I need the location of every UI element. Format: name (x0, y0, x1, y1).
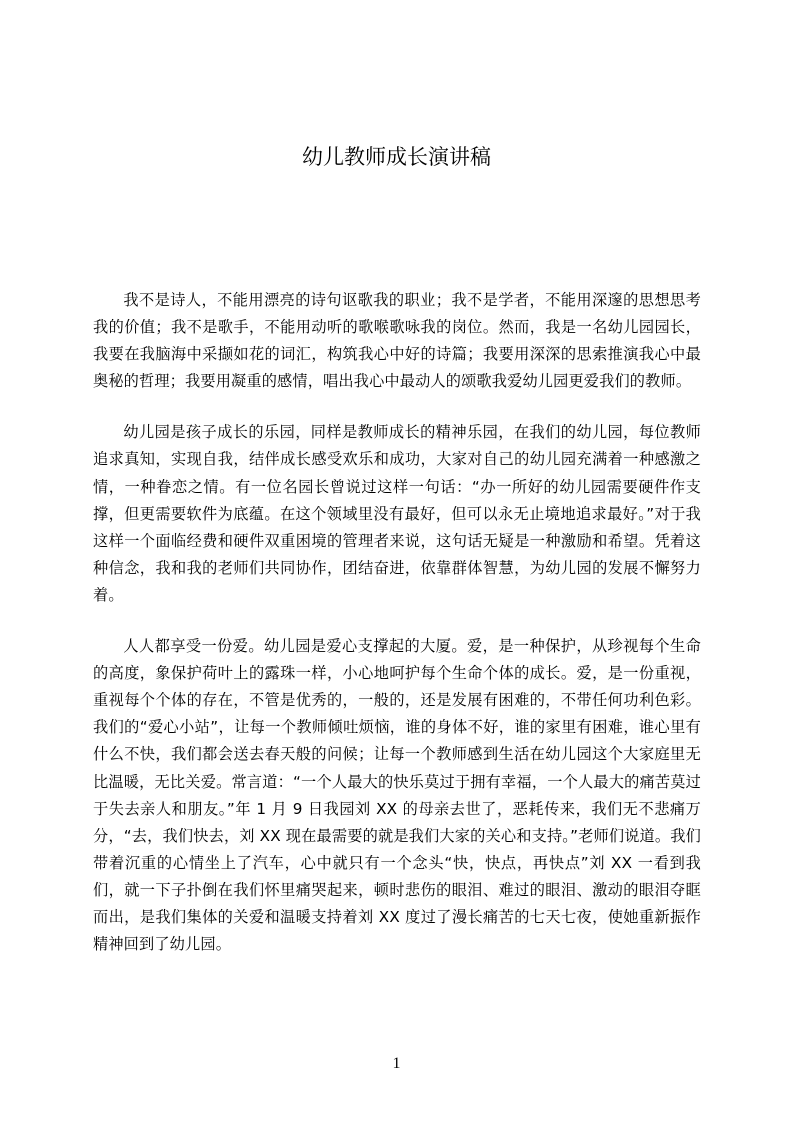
paragraph-2: 幼儿园是孩子成长的乐园，同样是教师成长的精神乐园，在我们的幼儿园，每位教师追求真知，实现自我，结伴成长感受欢乐和成功，大家对自己的幼儿园充满着一种感激之情，一种眷恋之情。有一位名园长曾说过这样一句话：“办一所好的幼儿园需要硬件作支撑，但更需要软件为底蕴。在这个领域里没有最好，但可以永无止境地追求最好。”对于我这样一个面临经费和硬件双重困境的管理者来说，这句话无疑是一种激励和希望。凭着这种信念，我和我的老师们共同协作，团结奋进，依靠群体智慧，为幼儿园的发展不懈努力着。 (93, 423, 701, 604)
paragraph-1: 我不是诗人，不能用漂亮的诗句讴歌我的职业；我不是学者，不能用深邃的思想思考我的价值；我不是歌手，不能用动听的歌喉歌咏我的岗位。然而，我是一名幼儿园园长，我要在我脑海中采撷如花的词汇，构筑我心中好的诗篇；我要用深深的思索推演我心中最奥秘的哲理；我要用凝重的感情，唱出我心中最动人的颂歌我爱幼儿园更爱我们的教师。 (93, 291, 701, 391)
document-title: 幼儿教师成长演讲稿 (302, 145, 491, 169)
page-number: 1 (392, 1055, 401, 1072)
document-body (93, 287, 701, 982)
paragraph-3: 人人都享受一份爱。幼儿园是爱心支撑起的大厦。爱，是一种保护，从珍视每个生命的高度，象保护荷叶上的露珠一样，小心地呵护每个生命个体的成长。爱，是一份重视，重视每个个体的存在，不管是优秀的，一般的，还是发展有困难的，不带任何功利色彩。我们的“爱心小站”，让每一个教师倾吐烦恼，谁的身体不好，谁的家里有困难，谁心里有什么不快，我们都会送去春天般的问候；让每一个教师感到生活在幼儿园这个大家庭里无比温暖，无比关爱。常言道：“一个人最大的快乐莫过于拥有幸福，一个人最大的痛苦莫过于失去亲人和朋友。”年 1 月 9 日我园刘 XX 的母亲去世了，恶耗传来，我们无不悲痛万分，“去，我们快去，刘 XX 现在最需要的就是我们大家的关心和支持。”老师们说道。我们带着沉重的心情坐上了汽车，心中就只有一个念头“快，快点，再快点”刘 XX 一看到我们，就一下子扑倒在我们怀里痛哭起来，顿时悲伤的眼泪、难过的眼泪、激动的眼泪夺眶而出，是我们集体的关爱和温暖支持着刘 XX 度过了漫长痛苦的七天七夜，使她重新振作精神回到了幼儿园。 (93, 637, 701, 954)
